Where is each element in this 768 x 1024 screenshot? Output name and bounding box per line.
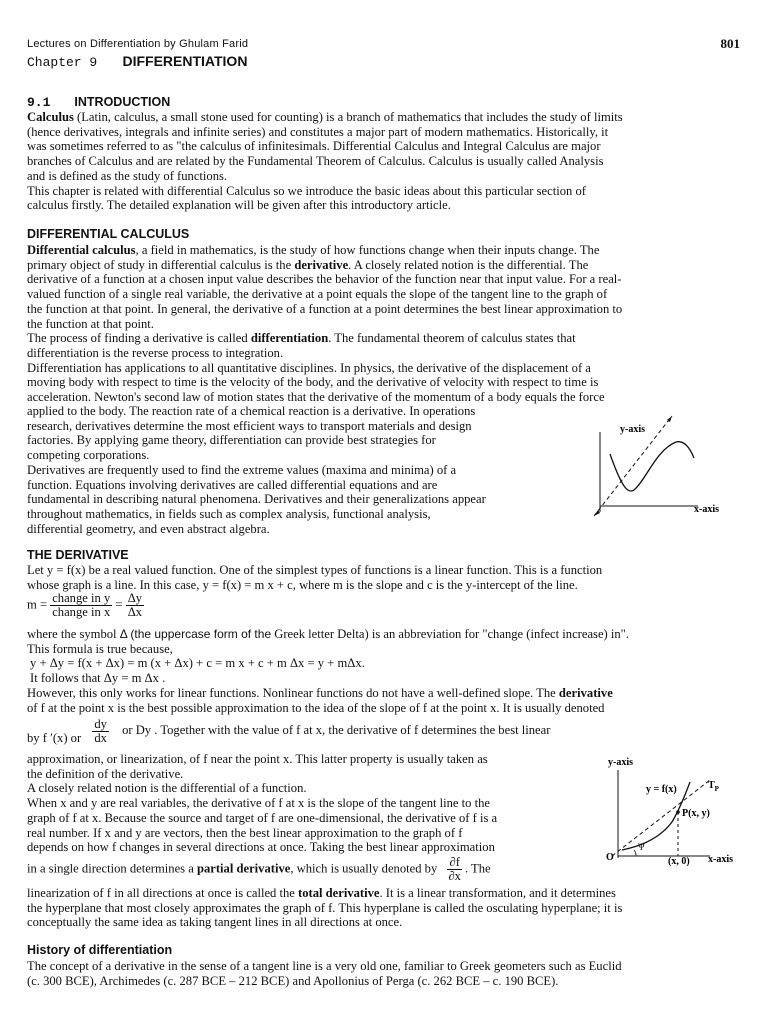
slope-formula [27, 592, 144, 619]
text-line: branches of Calculus and are related by the Fundamental Theorem of Calculus. Calculus is usually called Analysis [27, 154, 604, 169]
foot-label: (x, 0) [668, 856, 690, 867]
equation-line: y + Δy = f(x + Δx) = m (x + Δx) + c = m x + c + m Δx = y + mΔx. [30, 656, 365, 671]
text-line: . A closely related notion is the differential. The [348, 257, 589, 272]
text-line: This chapter is related with differential Calculus so we introduce the basic ideas about this particular section of [27, 183, 586, 198]
text-line: . The [464, 861, 491, 876]
text-line: of f at the point x is the best possible approximation to the idea of the slope of f at the point x. It is usually denoted [27, 700, 605, 715]
intro-paragraph [27, 110, 747, 213]
tangent-point-figure [598, 752, 758, 870]
running-title: Lectures on Differentiation by Ghulam Farid [27, 38, 249, 50]
partial-derivative-line [27, 856, 491, 883]
term-derivative: derivative [294, 257, 349, 272]
fraction-numerator: ∂f [449, 855, 460, 869]
differential-paragraph [27, 243, 747, 405]
delta-inline: Δ (the uppercase form of the [119, 627, 272, 641]
fraction-denominator: ∂x [448, 869, 461, 883]
x-axis-label: x-axis [694, 504, 719, 515]
chapter-label: Chapter 9 [27, 55, 98, 70]
derivative-paragraph-2 [27, 627, 757, 715]
text-line: Let y = f(x) be a real valued function. One of the simplest types of functions is a linear function. This is a function [27, 563, 603, 577]
text-line: or Dy . Together with the value of f at x, the derivative of f determines the best linear [122, 723, 551, 738]
text-line: function. Equations involving derivatives are called differential equations and are [27, 477, 438, 492]
fraction-numerator: change in y [52, 591, 111, 605]
term-derivative: derivative [558, 685, 613, 700]
text-line: The process of finding a derivative is called [27, 331, 251, 346]
text-line: factories. By applying game theory, differentiation can provide best strategies for [27, 433, 436, 448]
y-axis-label: y-axis [608, 757, 633, 768]
page-number: 801 [720, 36, 740, 51]
term-differential-calculus: Differential calculus [27, 243, 136, 257]
text-line: . The fundamental theorem of calculus states that [328, 331, 576, 346]
derivative-paragraph-1 [27, 563, 747, 592]
text-line: the hyperplane that most closely approximates the graph of f. This hyperplane is called the osculating hyperplane; it is [27, 900, 623, 915]
section-heading-history: History of differentiation [27, 943, 173, 957]
text-line: However, this only works for linear functions. Nonlinear functions do not have a well-defined slope. The [27, 685, 559, 700]
fraction-denominator: Δx [127, 605, 143, 619]
text-line: Differentiation has applications to all quantitative disciplines. In physics, the derivative of the displacement of a [27, 360, 591, 375]
term-partial-derivative: partial derivative [196, 861, 291, 876]
text-line: valued function of a single real variable, the derivative at a point equals the slope of the tangent line to the graph of [27, 287, 608, 302]
text-line: , which is usually denoted by [290, 861, 438, 876]
fraction-denominator: dx [94, 731, 107, 745]
angle-arc [634, 850, 636, 856]
angle-label: Ψ [638, 842, 645, 852]
function-curve [610, 442, 694, 491]
dy-dx-fraction [92, 718, 109, 745]
text-line: the function at that point. [27, 316, 154, 331]
point-p [676, 810, 680, 814]
derivative-paragraph-narrow [27, 752, 597, 855]
text-line: (hence derivatives, integrals and infinite series) and constitutes a major part of modern mathematics. Historically, it [27, 124, 609, 139]
text-line: depends on how f changes in several directions at once. Taking the best linear approximation [27, 840, 495, 855]
point-label: P(x, y) [682, 808, 710, 819]
text-line: . It is a linear transformation, and it determines [379, 886, 616, 900]
section-heading-differential: DIFFERENTIAL CALCULUS [27, 227, 190, 241]
text-line: graph of f at x. Because the source and target of f are one-dimensional, the derivative of f is a [27, 810, 498, 825]
text-line: was sometimes referred to as "the calculus of infinitesimals. Differential Calculus and Integral Calculus are major [27, 139, 601, 154]
section-title: INTRODUCTION [74, 95, 171, 109]
tangent-arrowtail [594, 510, 600, 516]
text-line: This formula is true because, [27, 641, 173, 656]
text-line: derivative of a function at a chosen input value describes the behavior of the function near that input value. For a real- [27, 272, 622, 287]
text-line: primary object of study in differential calculus is the [27, 257, 295, 272]
slope-fraction [50, 592, 112, 619]
section-heading-derivative: THE DERIVATIVE [27, 548, 129, 562]
curve-label: y = f(x) [646, 784, 677, 795]
chapter-title: DIFFERENTIATION [122, 53, 248, 69]
chapter-heading [27, 53, 247, 70]
text-line: Derivatives are frequently used to find the extreme values (maxima and minima) of a [27, 462, 457, 477]
equals-sign: = [115, 597, 123, 612]
differential-paragraph-narrow [27, 404, 587, 536]
partial-fraction [446, 856, 463, 883]
text-line: where the symbol [27, 627, 120, 641]
text-line: differential geometry, and even abstract algebra. [27, 521, 270, 536]
text-line: fundamental in describing natural phenomena. Derivatives and their generalizations appear [27, 492, 486, 507]
text-line: Greek letter Delta) is an abbreviation for "change (infect increase) in". [271, 627, 629, 641]
text-line: research, derivatives determine the most efficient ways to transport materials and design [27, 418, 472, 433]
text-line: A closely related notion is the differential of a function. [27, 781, 307, 796]
text-line: linearization of f in all directions at once is called the [27, 886, 299, 900]
derivative-paragraph-3 [27, 886, 757, 930]
text-line: approximation, or linearization, of f near the point x. This latter property is usually taken as [27, 752, 488, 766]
fraction-numerator: dy [94, 717, 107, 731]
term-total-derivative: total derivative [298, 886, 380, 900]
tangent-label: $T_P$ [708, 780, 719, 793]
text-line: When x and y are real variables, the derivative of f at x is the slope of the tangent line to the [27, 796, 490, 811]
text-line: differentiation is the reverse process to integration. [27, 345, 284, 360]
tangent-curve-figure [586, 414, 756, 524]
text-line: in a single direction determines a [27, 861, 197, 876]
text-line: (Latin, calculus, a small stone used for counting) is a branch of mathematics that includes the study of limits [73, 110, 623, 124]
text-line: applied to the body. The reaction rate of a chemical reaction is a derivative. In operations [27, 404, 476, 418]
origin-label: O [606, 852, 614, 863]
fraction-numerator: Δy [127, 591, 143, 605]
text-line: and is defined as the study of functions. [27, 168, 228, 183]
term-differentiation: differentiation [250, 331, 329, 346]
delta-fraction [126, 592, 144, 619]
y-axis-label: y-axis [620, 424, 645, 435]
text-line: acceleration. Newton's second law of motion states that the derivative of the momentum of a body equals the force [27, 390, 605, 405]
text-line: whose graph is a line. In this case, y = f(x) = m x + c, where m is the slope and c is the y-intercept of the line. [27, 577, 578, 592]
history-paragraph [27, 959, 757, 988]
text-line: The concept of a derivative in the sense of a tangent line is a very old one, familiar to Greek geometers such as Euclid [27, 959, 622, 973]
text-line: throughout mathematics, in fields such as complex analysis, functional analysis, [27, 506, 431, 521]
text-line: moving body with respect to time is the velocity of the body, and the derivative of velocity with respect to time is [27, 375, 599, 390]
section-heading-intro [27, 93, 170, 111]
term-calculus: Calculus [27, 110, 74, 124]
slope-lhs: m = [27, 597, 48, 612]
text-line: competing corporations. [27, 448, 150, 463]
text-line: the function at that point. In general, the derivative of a function at a point determines the best linear approximation to [27, 301, 623, 316]
text-line: the definition of the derivative. [27, 766, 184, 781]
x-axis-label: x-axis [708, 854, 733, 865]
notation-line [27, 718, 747, 745]
text-line: calculus firstly. The detailed explanation will be given after this introductory article. [27, 198, 451, 213]
fraction-denominator: change in x [52, 605, 111, 619]
text-line: conceptually the same idea as taking tangent lines in all directions at once. [27, 915, 403, 930]
equation-line: It follows that Δy = m Δx . [30, 671, 166, 686]
text-line: by f ′(x) or [27, 731, 82, 746]
text-line: real number. If x and y are vectors, then the best linear approximation to the graph of f [27, 825, 463, 840]
text-line: (c. 300 BCE), Archimedes (c. 287 BCE – 212 BCE) and Apollonius of Perga (c. 262 BCE – c. 190 BCE). [27, 973, 559, 988]
text-line: , a field in mathematics, is the study of how functions change when their inputs change. The [135, 243, 600, 257]
section-number: 9.1 [27, 95, 51, 110]
